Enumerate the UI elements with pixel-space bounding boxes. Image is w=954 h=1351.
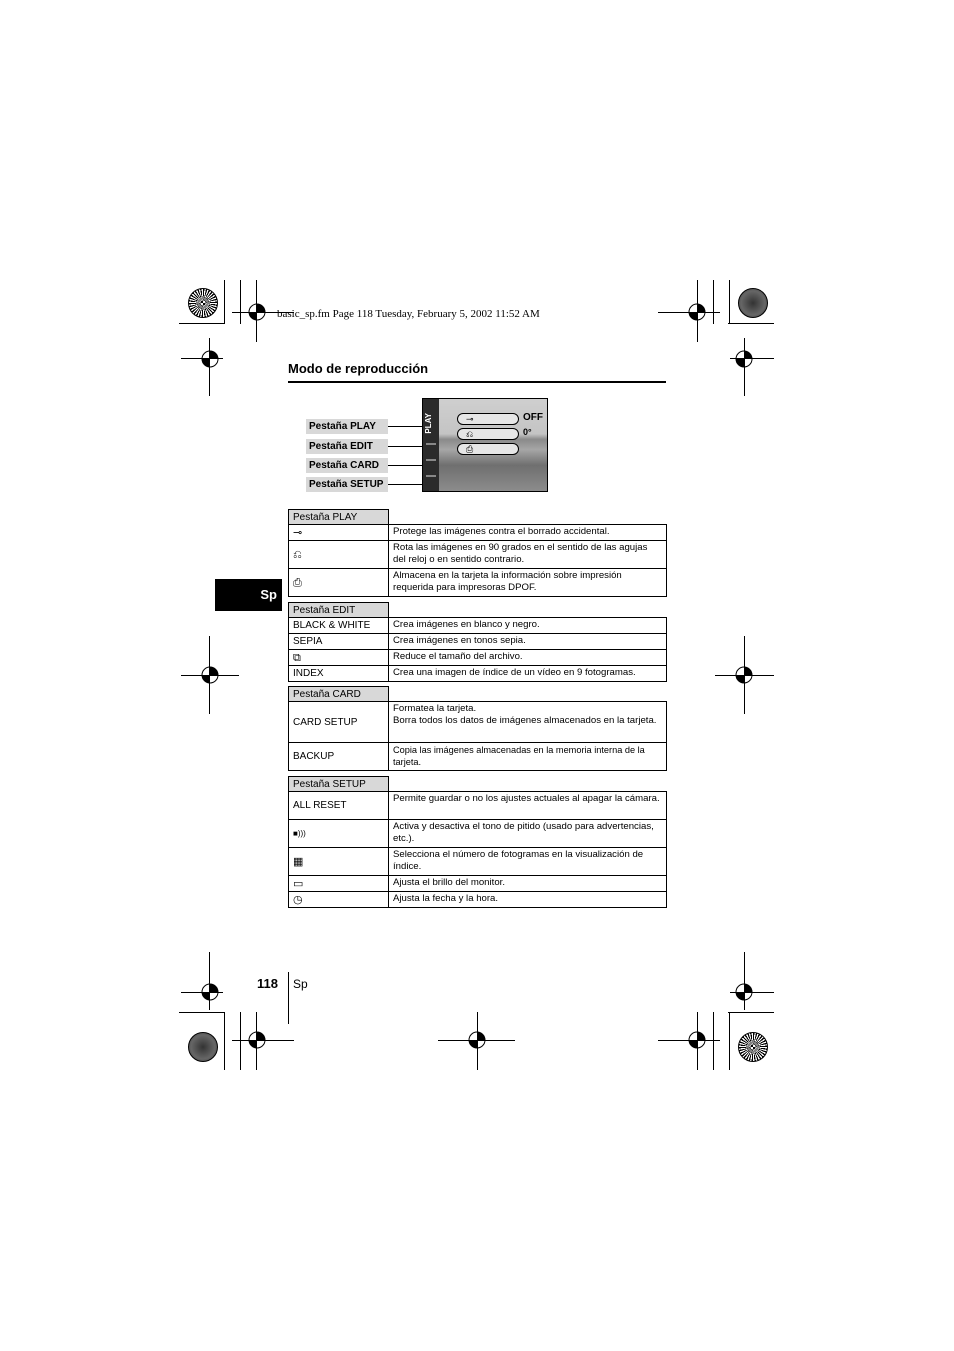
- row-description: Formatea la tarjeta. Borra todos los datos de imágenes almacenados en la tarjeta.: [393, 703, 657, 726]
- row-item: CARD SETUP: [289, 702, 389, 742]
- protect-option: [457, 413, 519, 425]
- table-row: [288, 541, 667, 569]
- table-title: Pestaña SETUP: [288, 776, 389, 791]
- row-description: Selecciona el número de fotogramas en la visualización de índice.: [393, 849, 644, 872]
- diagram-label-edit: Pestaña EDIT: [306, 439, 388, 454]
- print-icon: ⎙: [466, 444, 474, 454]
- row-item: INDEX: [289, 666, 389, 681]
- row-description: Almacena en la tarjeta la información sobre impresión requerida para impresoras DPOF.: [393, 570, 622, 593]
- registration-mark-icon: [196, 345, 224, 373]
- table-edit-tab: [288, 602, 667, 682]
- monitor-brightness-icon: ▭: [293, 877, 304, 890]
- row-description: Reduce el tamaño del archivo.: [393, 651, 523, 662]
- key-icon: ⊸: [466, 414, 474, 424]
- diagram-label-card: Pestaña CARD: [306, 458, 388, 473]
- table-card-tab: [288, 686, 667, 771]
- print-option: [457, 443, 519, 455]
- table-row: [288, 666, 667, 682]
- table-row: [288, 701, 667, 743]
- table-title: Pestaña CARD: [288, 686, 389, 701]
- star-target-icon: [738, 1032, 768, 1062]
- index-grid-icon: ▦: [293, 855, 304, 868]
- diagram-label-setup: Pestaña SETUP: [306, 477, 388, 492]
- row-description: Crea imágenes en blanco y negro.: [393, 619, 540, 630]
- row-description: Crea imágenes en tonos sepia.: [393, 635, 526, 646]
- table-row: [288, 650, 667, 666]
- row-description: Crea una imagen de índice de un vídeo en 9 fotogramas.: [393, 667, 636, 678]
- star-target-icon: [188, 288, 218, 318]
- row-description: Activa y desactiva el tono de pitido (usado para advertencias, etc.).: [393, 821, 654, 844]
- screen-tab-play: PLAY: [424, 413, 433, 434]
- row-description: Ajusta el brillo del monitor.: [393, 877, 505, 888]
- row-description: Copia las imágenes almacenadas en la memoria interna de la tarjeta.: [393, 745, 645, 767]
- table-row: [288, 634, 667, 650]
- table-row: [288, 524, 667, 541]
- table-row: [288, 876, 667, 892]
- file-header-line: basic_sp.fm Page 118 Tuesday, February 5, 2002 11:52 AM: [277, 308, 540, 320]
- page-language: Sp: [293, 977, 308, 991]
- rotate-option: [457, 428, 519, 440]
- table-row: [288, 848, 667, 876]
- row-description: Permite guardar o no los ajustes actuales al apagar la cámara.: [393, 793, 660, 804]
- row-item: SEPIA: [289, 634, 389, 649]
- table-row: [288, 617, 667, 634]
- resize-icon: ⧉: [293, 651, 301, 664]
- star-target-icon: [188, 1032, 218, 1062]
- beep-icon: ■))): [293, 828, 306, 838]
- key-icon: ⊸: [293, 526, 303, 539]
- table-title: Pestaña PLAY: [288, 509, 389, 524]
- row-description: Protege las imágenes contra el borrado accidental.: [393, 526, 610, 537]
- rotate-icon: ⎌: [466, 429, 474, 439]
- table-row: [288, 743, 667, 771]
- row-item: ALL RESET: [289, 792, 389, 819]
- menu-tab-strip: [423, 399, 439, 491]
- table-setup-tab: [288, 776, 667, 908]
- language-side-tab: Sp: [215, 579, 282, 611]
- star-target-icon: [738, 288, 768, 318]
- diagram-label-play: Pestaña PLAY: [306, 419, 388, 434]
- table-row: [288, 820, 667, 848]
- protect-value: OFF: [523, 412, 543, 423]
- camera-monitor-screen: [422, 398, 548, 492]
- print-icon: ⎙: [293, 576, 302, 589]
- page-number: 118: [257, 976, 278, 991]
- section-title: Modo de reproducción: [288, 361, 666, 383]
- table-play-tab: [288, 509, 667, 597]
- clock-icon: ◷: [293, 893, 303, 906]
- row-item: BLACK & WHITE: [289, 618, 389, 633]
- table-row: [288, 892, 667, 908]
- row-description: Ajusta la fecha y la hora.: [393, 893, 499, 904]
- table-row: [288, 791, 667, 820]
- table-row: [288, 569, 667, 597]
- table-title: Pestaña EDIT: [288, 602, 389, 617]
- rotate-value: 0°: [523, 427, 532, 437]
- rotate-icon: ⎌: [293, 548, 302, 561]
- row-item: BACKUP: [289, 743, 389, 770]
- row-description: Rota las imágenes en 90 grados en el sentido de las agujas del reloj o en sentido contrario.: [393, 542, 648, 565]
